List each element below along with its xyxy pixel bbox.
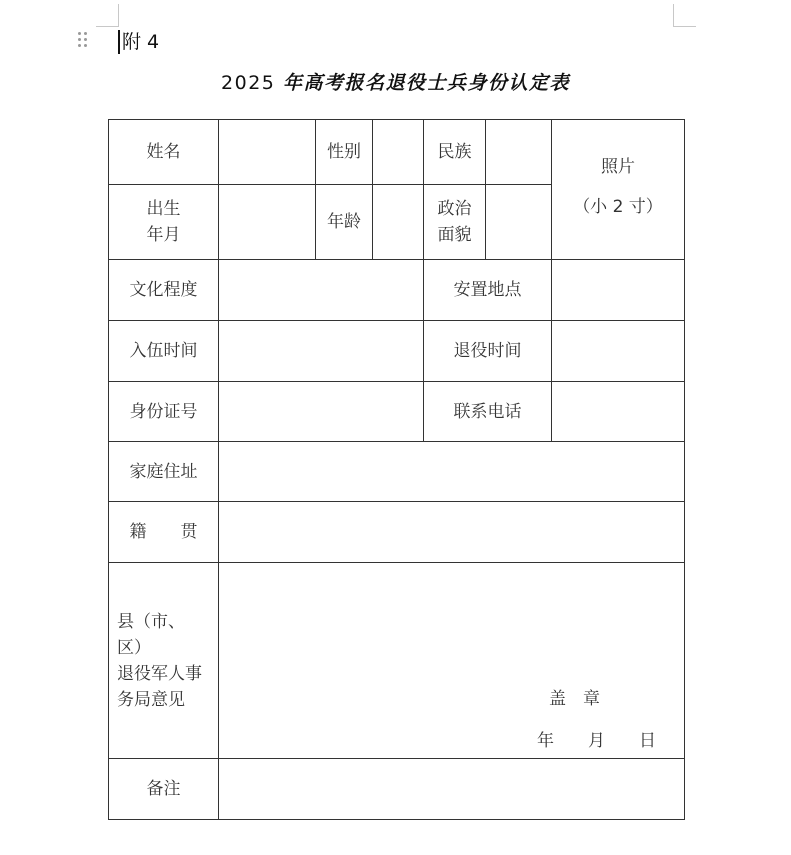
political-label: 政治 面貌 — [437, 199, 472, 245]
remark-label: 备注 — [146, 779, 181, 799]
education-label: 文化程度 — [129, 280, 198, 300]
opinion-label: 县（市、区） 退役军人事 务局意见 — [117, 611, 202, 710]
birth-label-cell — [108, 184, 219, 260]
education-field[interactable] — [218, 259, 424, 321]
address-label-cell — [108, 441, 219, 502]
birth-label: 出生 年月 — [146, 199, 181, 245]
birth-field[interactable] — [218, 184, 316, 260]
opinion-field[interactable] — [218, 562, 685, 759]
photo-cell[interactable] — [551, 119, 685, 260]
ethnicity-label: 民族 — [437, 142, 472, 162]
placement-label-cell — [423, 259, 552, 321]
id-label: 身份证号 — [129, 401, 198, 422]
id-label-cell — [108, 381, 219, 442]
political-field[interactable] — [485, 184, 552, 260]
discharge-field[interactable] — [551, 320, 685, 382]
page-corner-mark — [673, 4, 696, 27]
native-label-cell — [108, 501, 219, 563]
age-label-cell — [315, 184, 373, 260]
gender-label-cell — [315, 119, 373, 185]
gender-field[interactable] — [372, 119, 424, 185]
drag-handle-icon[interactable] — [78, 32, 90, 48]
remark-label-cell — [108, 758, 219, 820]
placement-label: 安置地点 — [453, 280, 522, 300]
seal-label: 盖 章 — [549, 689, 600, 709]
age-label: 年龄 — [327, 212, 361, 232]
photo-size-label: （小 2 寸） — [573, 197, 663, 217]
phone-field[interactable] — [551, 381, 685, 442]
title-text: 年高考报名退役士兵身份认定表 — [282, 72, 570, 94]
page-corner-mark — [96, 4, 119, 27]
political-label-cell — [423, 184, 486, 260]
discharge-label-cell — [423, 320, 552, 382]
name-label: 姓名 — [146, 142, 181, 162]
native-label: 籍 贯 — [129, 522, 198, 542]
document-title — [0, 68, 791, 95]
address-field[interactable] — [218, 441, 685, 502]
enlist-label: 入伍时间 — [129, 341, 198, 361]
placement-field[interactable] — [551, 259, 685, 321]
text-cursor — [118, 30, 120, 54]
name-field[interactable] — [218, 119, 316, 185]
name-label-cell — [108, 119, 219, 185]
ethnicity-label-cell — [423, 119, 486, 185]
photo-label: 照片 — [601, 157, 635, 177]
phone-label: 联系电话 — [453, 401, 522, 422]
native-field[interactable] — [218, 501, 685, 563]
opinion-label-cell — [108, 562, 219, 759]
ethnicity-field[interactable] — [485, 119, 552, 185]
phone-label-cell — [423, 381, 552, 442]
remark-field[interactable] — [218, 758, 685, 820]
enlist-field[interactable] — [218, 320, 424, 382]
date-label: 年 月 日 — [537, 731, 656, 751]
discharge-label: 退役时间 — [453, 341, 522, 361]
address-label: 家庭住址 — [129, 461, 198, 482]
attachment-label: 附 4 — [122, 31, 160, 53]
enlist-label-cell — [108, 320, 219, 382]
title-year: 2025 — [221, 72, 276, 94]
id-field[interactable] — [218, 381, 424, 442]
education-label-cell — [108, 259, 219, 321]
gender-label: 性别 — [327, 142, 361, 162]
age-field[interactable] — [372, 184, 424, 260]
